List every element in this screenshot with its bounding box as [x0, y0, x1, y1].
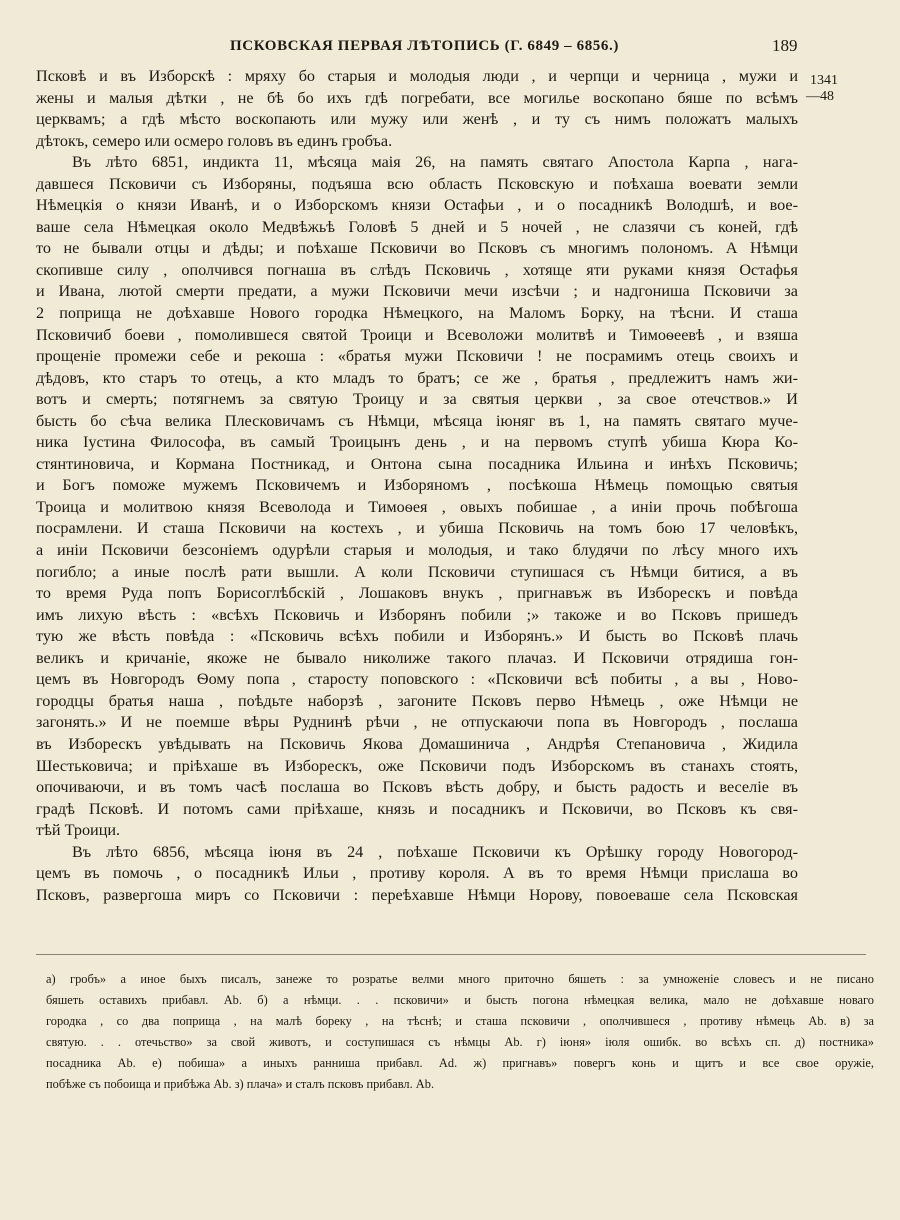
text-line: Въ лѣто 6851, индикта 11, мѣсяца маія 26, на память святаго Апостола Карпа , нага- [72, 153, 798, 172]
text-line: вотъ и смерть; потягнемъ за святую Троицу и за святыя церкви , за свое отечствов.» И [36, 390, 798, 409]
page-header [0, 38, 900, 60]
text-line: то не бывали отцы и дѣды; и поѣхаше Псковичи во Псковъ съ многимъ полономъ. А Нѣмци [36, 239, 798, 258]
text-line: Нѣмецкія о князи Иванѣ, и о Изборскомъ князи Остафьи , и о посадникѣ Володшѣ, и вое- [36, 196, 798, 215]
text-line: прощеніе промежи себе и рекоша : «братья мужи Псковичи ! не посрамимъ отець своихъ и [36, 347, 798, 366]
text-line: опочиваючи, и въ томъ часѣ послаша во Псковъ вѣсть добру, и бысть радость и веселіе въ [36, 778, 798, 797]
text-line: то время Руда попъ Борисоглѣбскій , Лошаковъ внукъ , пригнавъж въ Изборескъ и повѣда [36, 584, 798, 603]
text-line: цемъ въ Новгородъ Ѳому попа , старосту поповского : «Псковичи всѣ побиты , а вы , Ново- [36, 670, 798, 689]
text-line: городцы братья наша , поѣдьте наборзѣ , загоните Псковъ перво Нѣмець , оже Нѣмци не [36, 691, 798, 710]
text-line: давшеся Псковичи съ Изборяны, подъяша всю область Псковскую и поѣхаша воевати земли [36, 174, 798, 193]
footnote-line: святую. . . отечьство» за свой животъ, и соступишася съ нѣмцы Аb. г) іюня» іюля ошибк. во всѣхъ сп. д) постника» [46, 1035, 874, 1049]
text-line: Псковѣ и въ Изборскѣ : мряху бо старыя и молодыя люди , и черпци и черница , мужи и [36, 67, 798, 85]
text-line: тую же вѣсть повѣда : «Псковичь всѣхъ побили и Изборянъ.» И бысть во Псковѣ плачь [36, 627, 798, 646]
text-line: градѣ Псковѣ. И потомъ сами пріѣхаше, князь и посадникъ и Псковичи, во Псковъ къ свя- [36, 799, 798, 818]
margin-year-note: 1341 [810, 73, 838, 88]
text-line: ваше села Нѣмецкая около Медвѣжьѣ Головѣ 5 дней и 5 ночей , не слазячи съ коней, гдѣ [36, 217, 798, 236]
text-line: тѣй Троици. [36, 821, 121, 840]
text-line: ника Іустина Философа, въ самый Троицынъ день , и на первомъ ступѣ убиша Кюра Ко- [36, 433, 798, 452]
text-line: дѣтокъ, семеро или осмеро головъ въ единъ гробъа. [36, 131, 393, 150]
text-line: Шестьковича; и пріѣхаше въ Изборескъ, оже Псковичи подъ Изборскомъ въ станахъ стоять, [36, 756, 798, 775]
text-line: 2 поприща не доѣхавше Нового городка Нѣмецкого, на Маломъ Борку, на тѣсни. И сташа [36, 304, 798, 323]
text-line: погибло; а иные послѣ рати вышли. А коли Псковичи ступишася съ Нѣмци битися, а въ [36, 562, 798, 581]
text-line: и Богъ поможе мужемъ Псковичемъ и Изборяномъ , посѣкоша Нѣмець помощью святыя [36, 476, 798, 495]
text-line: церквамъ; а гдѣ мѣсто воскопають или мужу или женѣ , и ту съ нимъ положатъ малыхъ [36, 110, 798, 129]
footnote-line: городка , со два поприща , на малѣ бореку , на тѣснѣ; и сташа псковичи , ополчившеся , противу нѣмець Аb. в) за [46, 1014, 874, 1028]
text-line: въ Изборескъ увѣдывать на Псковичь Якова Домашинича , Андрѣя Степановича , Жидила [36, 734, 798, 753]
text-line: стянтиновича, и Кормана Постникад, и Онтона сына посадника Ильина и инѣхъ Псковичь; [36, 454, 798, 473]
footnote-line: побѣже съ побоища и прибѣжа Аb. з) плача» и сталъ псковъ прибавл. Аb. [46, 1077, 435, 1091]
text-line: бысть бо сѣча велика Плесковичамъ съ Нѣмци, мѣсяца іюняг въ 1, на память святаго муче- [36, 411, 798, 430]
text-line: и Ивана, лютой смерти предати, а мужи Псковичи мечи изсѣчи ; и надгониша Псковичи за [36, 282, 798, 301]
footnote-line: а) гробъ» а иное быхъ писалъ, занеже то розратье велми много приточно бяшеть : за умноженіе словесъ и не писано [46, 972, 874, 986]
text-line: великъ и кричаніе, якоже не бывало николиже такого плачаз. И Псковичи отрядиша гон- [36, 648, 798, 667]
running-title: ПСКОВСКАЯ ПЕРВАЯ ЛѢТОПИСЬ (Г. 6849 – 6856.) [230, 38, 619, 54]
text-line: Псковъ, развергоша миръ со Псковичи : переѣхавше Нѣмци Норову, повоеваше села Псковская [36, 885, 798, 904]
text-line: имъ лихую вѣсть : «всѣхъ Псковичь и Изборянъ побили ;» такоже и во Псковъ пришедъ [36, 605, 798, 624]
text-line: Псковичиб боеви , помолившеся святой Троици и Всеволожи молитвѣ и Тимоѳеевѣ , и взяша [36, 325, 798, 344]
footnote-line: бяшеть оставихъ прибавл. Аb. б) а нѣмци. . . псковичи» и бысть погона нѣмецкая велика, мало не доѣхавше новаго [46, 993, 874, 1007]
footnotes [46, 969, 874, 1095]
margin-year-range-note: —48 [806, 89, 834, 104]
page-number: 189 [772, 36, 798, 55]
text-line: посрамлени. И сташа Псковичи на костехъ , и убиша Псковичь на томъ бою 17 человѣкъ, [36, 519, 798, 538]
text-line: дѣдовъ, кто старъ то отець, а кто младъ то братъ; се же , братья , предлежитъ намъ жи- [36, 368, 798, 387]
text-line: скопивше силу , ополчився погнаша въ слѣдъ Псковичь , хотяще яти руками князя Остафья [36, 260, 798, 279]
text-line: а иніи Псковичи безсоніемъ одурѣли старыя и молодыя, и тако блудячи по лѣсу много ихъ [36, 541, 798, 560]
footnote-divider [36, 954, 866, 955]
text-line: жены и малыя дѣтки , не бѣ бо ихъ гдѣ погребати, все могилье воскопано бяше по всѣмъ [36, 88, 798, 107]
footnote-line: посадника Аb. е) побиша» а иныхъ ранниша прибавл. Аd. ж) пригнавъ» повергъ конь и щитъ и все свое оружіе, [46, 1056, 874, 1070]
text-line: загонять.» И не поемше вѣры Руднинѣ рѣчи , не отпускаючи попа въ Новгородъ , послаша [36, 713, 798, 732]
text-line: Троица и молитвою князя Всеволода и Тимоѳея , овыхъ побишае , а иніи прочь побѣгоша [36, 497, 798, 516]
text-line: Въ лѣто 6856, мѣсяца іюня въ 24 , поѣхаше Псковичи къ Орѣшку городу Новогород- [72, 842, 798, 861]
chronicle-text [36, 66, 798, 906]
text-line: цемъ въ помочь , о посадникѣ Ильи , противу короля. А въ то время Нѣмци прислаша во [36, 864, 798, 883]
